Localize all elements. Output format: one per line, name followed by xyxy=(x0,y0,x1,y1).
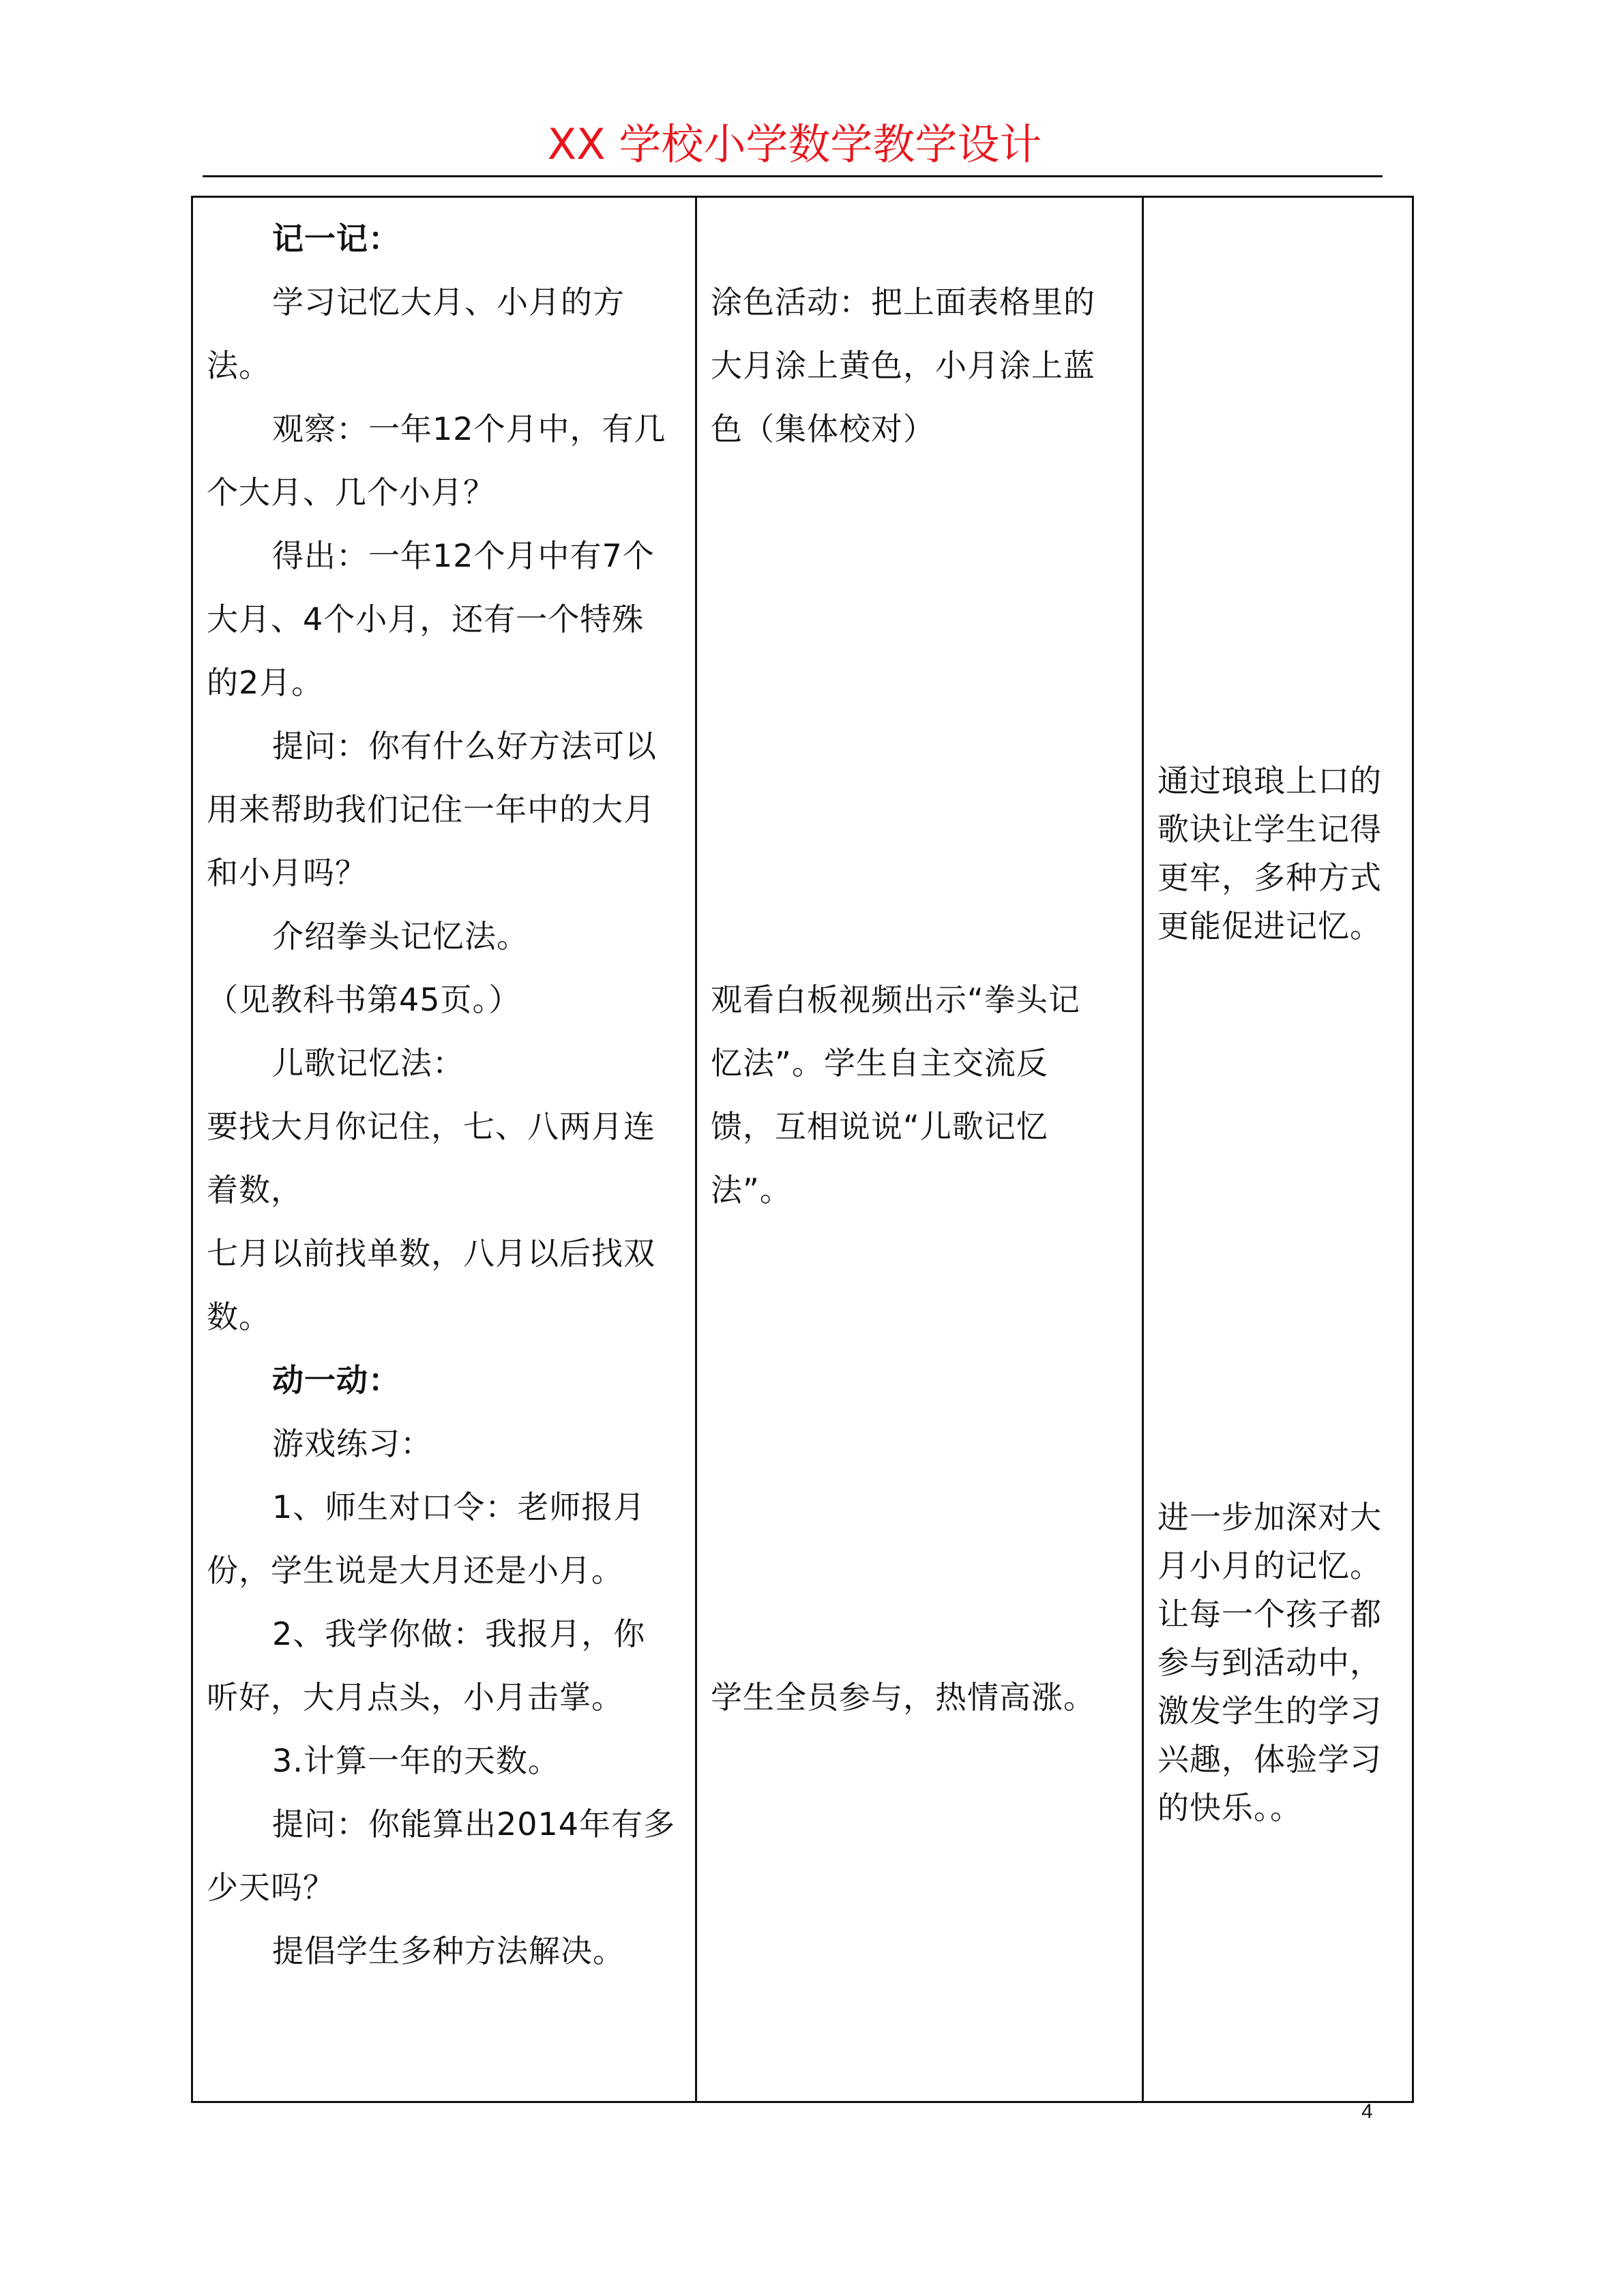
section-heading-remember: 记一记： xyxy=(272,220,400,257)
content-line: 七月以前找单数，八月以后找双 xyxy=(207,1235,655,1272)
design-intent-cell xyxy=(1143,197,1413,2102)
content-line: 法。 xyxy=(207,347,271,384)
intent-line: 月小月的记忆。 xyxy=(1157,1547,1382,1584)
activity-line: 大月涂上黄色，小月涂上蓝 xyxy=(711,347,1095,384)
content-line: （见教科书第45页。） xyxy=(207,981,521,1018)
intent-line: 歌诀让学生记得 xyxy=(1157,811,1382,848)
activity-line: 忆法”。学生自主交流反 xyxy=(711,1045,1048,1082)
intent-line: 的快乐。。 xyxy=(1157,1789,1302,1826)
intent-line: 进一步加深对大 xyxy=(1157,1499,1382,1536)
content-line: 要找大月你记住，七、八两月连 xyxy=(207,1108,655,1145)
content-line: 得出：一年12个月中有7个 xyxy=(272,537,655,574)
student-activity-cell xyxy=(696,197,1143,2102)
activity-line: 馈，互相说说“儿歌记忆 xyxy=(711,1108,1048,1145)
intent-line: 参与到活动中， xyxy=(1157,1644,1382,1681)
content-line: 2、我学你做：我报月，你 xyxy=(272,1615,646,1652)
page-number: 4 xyxy=(1361,2100,1373,2123)
content-line: 观察：一年12个月中，有几 xyxy=(272,411,666,447)
content-line: 的2月。 xyxy=(207,664,324,701)
content-line: 着数， xyxy=(207,1172,303,1208)
lesson-plan-table xyxy=(191,196,1414,2103)
content-line: 听好，大月点头，小月击掌。 xyxy=(207,1679,623,1716)
activity-line: 学生全员参与，热情高涨。 xyxy=(711,1679,1095,1716)
intent-line: 激发学生的学习 xyxy=(1157,1693,1382,1729)
activity-line: 观看白板视频出示“拳头记 xyxy=(711,981,1080,1018)
content-line: 大月、4个小月，还有一个特殊 xyxy=(207,601,645,638)
content-line: 提倡学生多种方法解决。 xyxy=(272,1933,625,1969)
intent-line: 兴趣，体验学习 xyxy=(1157,1741,1382,1778)
teaching-content-cell xyxy=(192,197,696,2102)
activity-line: 涂色活动：把上面表格里的 xyxy=(711,284,1095,320)
intent-line: 通过琅琅上口的 xyxy=(1157,762,1382,799)
content-line: 份，学生说是大月还是小月。 xyxy=(207,1552,623,1589)
intent-line: 让每一个孩子都 xyxy=(1157,1596,1382,1632)
intent-line: 更牢，多种方式 xyxy=(1157,859,1382,896)
activity-line: 色（集体校对） xyxy=(711,411,935,447)
content-line: 提问：你有什么好方法可以 xyxy=(272,728,657,764)
content-line: 儿歌记忆法： xyxy=(272,1045,464,1082)
content-line: 用来帮助我们记住一年中的大月 xyxy=(207,791,655,828)
content-line: 3.计算一年的天数。 xyxy=(272,1742,560,1779)
content-line: 学习记忆大月、小月的方 xyxy=(272,284,625,320)
content-line: 少天吗？ xyxy=(207,1869,335,1906)
content-line: 介绍拳头记忆法。 xyxy=(272,918,529,955)
page-title: XX 学校小学数学教学设计 xyxy=(547,119,1042,169)
intent-line: 更能促进记忆。 xyxy=(1157,908,1382,944)
section-heading-activity: 动一动： xyxy=(272,1362,400,1399)
content-line: 数。 xyxy=(207,1298,271,1335)
content-line: 提问：你能算出2014年有多 xyxy=(272,1806,676,1843)
content-line: 游戏练习： xyxy=(272,1425,432,1462)
content-line: 1、师生对口令：老师报月 xyxy=(272,1489,646,1525)
title-underline xyxy=(203,175,1383,177)
content-line: 个大月、几个小月？ xyxy=(207,474,495,511)
content-line: 和小月吗？ xyxy=(207,854,367,891)
table-row xyxy=(192,197,1413,2102)
activity-line: 法”。 xyxy=(711,1172,792,1208)
